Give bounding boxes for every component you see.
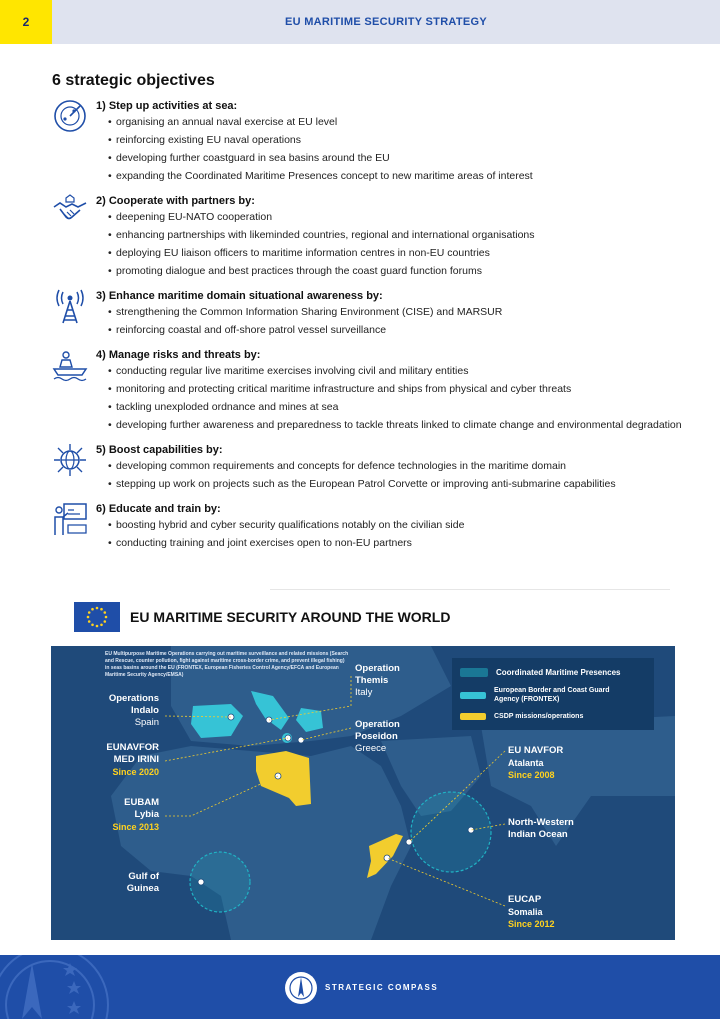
label-eucap-since: Since 2012 [508, 919, 555, 929]
section-title: 6 strategic objectives [52, 72, 215, 89]
world-section-title: EU MARITIME SECURITY AROUND THE WORLD [130, 609, 451, 625]
list-item: • conducting training and joint exercises open to non-EU partners [96, 536, 692, 551]
label-poseidon-place: Greece [355, 743, 387, 754]
list-item: • monitoring and protecting critical maritime infrastructure and ships from physical and cyber threats [96, 382, 692, 397]
cmp-swatch [460, 668, 488, 677]
objective-5 [52, 442, 692, 492]
list-item: • reinforcing coastal and off-shore patrol vessel surveillance [96, 323, 692, 338]
objective-title: 5) Boost capabilities by: [96, 444, 223, 456]
label-indalo-name: Operations Indalo [108, 693, 159, 716]
rescue-boat-icon [52, 347, 88, 383]
objective-title: 3) Enhance maritime domain situational awareness by: [96, 290, 383, 302]
label-atalanta-since: Since 2008 [508, 770, 555, 780]
list-item: • deploying EU liaison officers to maritime information centres in non-EU countries [96, 246, 692, 261]
label-eucap-sub: Somalia [508, 907, 543, 917]
list-item: • conducting regular live maritime exercises involving civil and military entities [96, 364, 692, 379]
list-item: • developing further coastguard in sea basins around the EU [96, 151, 692, 166]
label-poseidon-name: Operation Poseidon [355, 719, 400, 742]
handshake-icon [52, 193, 88, 229]
list-item: • expanding the Coordinated Maritime Presences concept to new maritime areas of interest [96, 169, 692, 184]
section-divider [270, 589, 670, 590]
top-header-bar [0, 0, 720, 44]
list-item: • deepening EU-NATO cooperation [96, 210, 692, 225]
objective-title: 4) Manage risks and threats by: [96, 349, 261, 361]
legend-cmp: Coordinated Maritime Presences [496, 668, 621, 677]
label-atalanta-name: EU NAVFOR [508, 745, 564, 756]
globe-network-icon [52, 442, 88, 478]
strategic-compass-logo [285, 972, 317, 1004]
objective-title: 2) Cooperate with partners by: [96, 195, 255, 207]
list-item: • developing common requirements and concepts for defence technologies in the maritime domain [96, 459, 692, 474]
label-atalanta-sub: Atalanta [508, 758, 544, 768]
label-irini-name: EUNAVFOR MED IRINI [106, 742, 159, 765]
objectives-list [52, 98, 692, 560]
objective-title: 1) Step up activities at sea: [96, 100, 238, 112]
eu-flag-icon [74, 602, 120, 632]
label-guinea [71, 871, 159, 895]
list-item: • organising an annual naval exercise at EU level [96, 115, 692, 130]
label-eucap-name: EUCAP [508, 894, 542, 905]
list-item: • stepping up work on projects such as the European Patrol Corvette or improving anti-submarine capabilities [96, 477, 692, 492]
label-eubam [71, 797, 159, 833]
antenna-tower-icon [52, 288, 88, 324]
map-legend [452, 658, 654, 730]
world-map [51, 646, 675, 940]
label-eubam-name: EUBAM Lybia [124, 797, 159, 820]
csdp-swatch [460, 713, 486, 720]
label-irini [71, 742, 159, 778]
list-item: • tackling unexploded ordnance and mines at sea [96, 400, 692, 415]
legend-frontex: European Border and Coast Guard Agency (FRONTEX) [494, 687, 610, 703]
label-nwio-name: North-Western Indian Ocean [508, 817, 574, 840]
label-themis-name: Operation Themis [355, 663, 400, 686]
label-eucap [508, 894, 628, 930]
training-presentation-icon [52, 501, 88, 537]
label-poseidon [355, 719, 445, 755]
compass-decoration-icon [0, 955, 130, 1019]
header-title: EU MARITIME SECURITY STRATEGY [284, 16, 488, 28]
objective-title: 6) Educate and train by: [96, 503, 221, 515]
list-item: • boosting hybrid and cyber security qualifications notably on the civilian side [96, 518, 692, 533]
footer-bar [0, 955, 720, 1019]
list-item: • promoting dialogue and best practices through the coast guard function forums [96, 264, 692, 279]
radar-icon [52, 98, 88, 134]
footer-title: STRATEGIC COMPASS [325, 983, 439, 992]
list-item: • strengthening the Common Information Sharing Environment (CISE) and MARSUR [96, 305, 692, 320]
label-guinea-name: Gulf of Guinea [126, 871, 159, 894]
label-nwio [508, 817, 628, 841]
list-item: • developing further awareness and preparedness to tackle threats linked to climate change and environmental degradation [96, 418, 692, 433]
list-item: • enhancing partnerships with likeminded countries, regional and international organisations [96, 228, 692, 243]
label-themis [355, 663, 445, 699]
label-irini-since: Since 2020 [112, 767, 159, 777]
label-atalanta [508, 745, 628, 781]
page-number: 2 [0, 0, 52, 44]
map-intro-text: EU Multipurpose Maritime Operations carrying out maritime surveillance and related missions (Search and Rescue, counter pollution, fight against maritime cross-border crime, and prevent illegal fishing) in seas basins around the EU (FRONTEX, European Fisheries Control Agency/EFCA and European Maritime Security Agency/EMSA) [105, 651, 349, 678]
legend-csdp: CSDP missions/operations [494, 713, 584, 720]
frontex-swatch [460, 692, 486, 699]
list-item: • reinforcing existing EU naval operations [96, 133, 692, 148]
objective-2 [52, 193, 692, 279]
label-indalo [71, 693, 159, 729]
label-themis-place: Italy [355, 687, 373, 698]
objective-3 [52, 288, 692, 338]
label-indalo-place: Spain [134, 717, 159, 728]
objective-6 [52, 501, 692, 551]
label-eubam-since: Since 2013 [112, 822, 159, 832]
objective-4 [52, 347, 692, 433]
objective-1 [52, 98, 692, 184]
